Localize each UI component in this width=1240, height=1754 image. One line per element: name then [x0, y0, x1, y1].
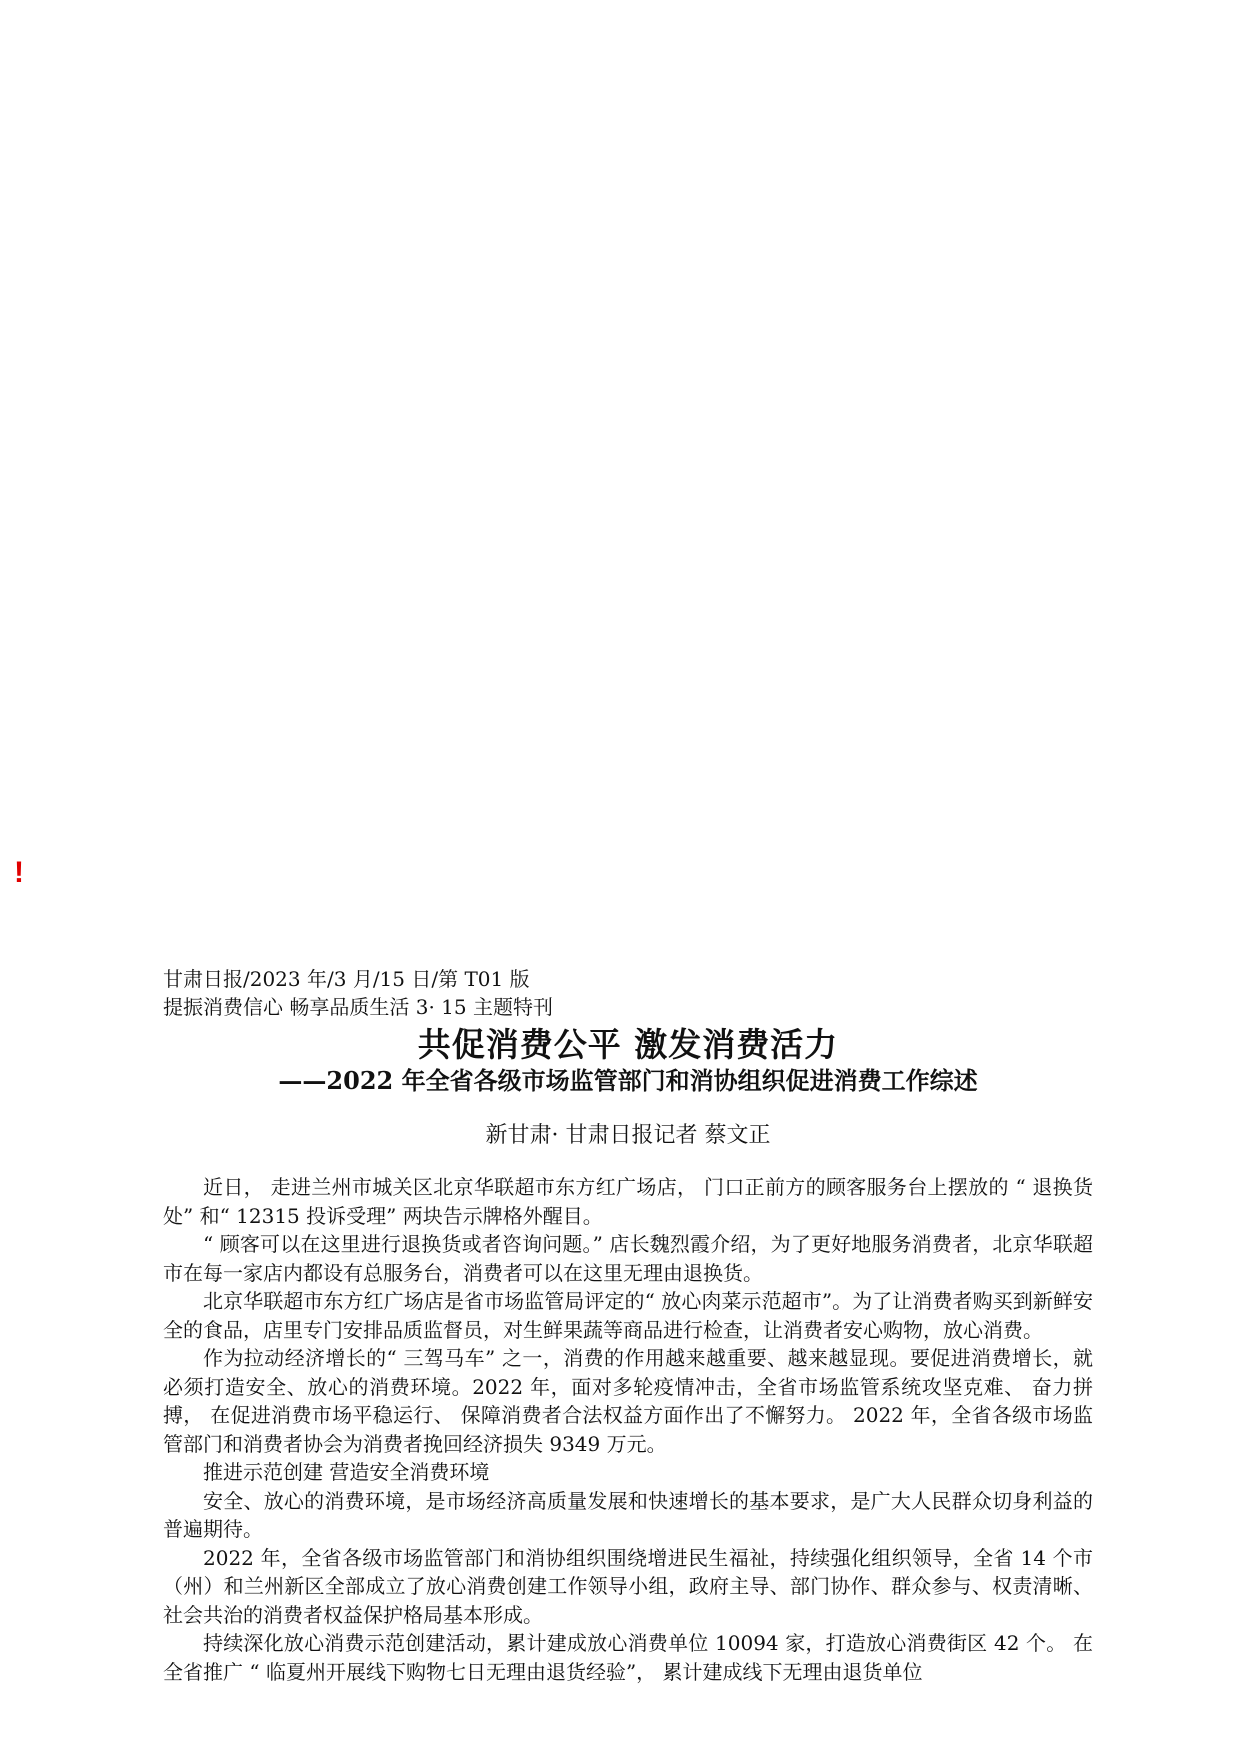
section-heading: 推进示范创建 营造安全消费环境 — [203, 1460, 490, 1484]
article-paragraph: 2022 年，全省各级市场监管部门和消协组织围绕增进民生福祉，持续强化组织领导，全省 14 个市（州）和兰州新区全部成立了放心消费创建工作领导小组，政府主导、部门协作、群众参与、权责清晰、社会共治的消费者权益保护格局基本形成。 — [163, 1545, 1093, 1627]
article-paragraph: 作为拉动经济增长的“ 三驾马车” 之一，消费的作用越来越重要、越来越显现。要促进消费增长，就必须打造安全、放心的消费环境。2022 年，面对多轮疫情冲击，全省市场监管系统攻坚克难、 奋力拼搏， 在促进消费市场平稳运行、 保障消费者合法权益方面作出了不懈努力。 2022 年，全省各级市场监管部门和消费者协会为消费者挽回经济损失 9349 万元。 — [163, 1346, 1093, 1456]
article-page — [163, 965, 1093, 1686]
article-subtitle: ——2022 年全省各级市场监管部门和消协组织促进消费工作综述 — [278, 1066, 978, 1095]
article-title: 共促消费公平 激发消费活力 — [417, 1025, 839, 1064]
article-paragraph: 北京华联超市东方红广场店是省市场监管局评定的“ 放心肉菜示范超市”。为了让消费者购买到新鲜安全的食品，店里专门安排品质监督员，对生鲜果蔬等商品进行检查，让消费者安心购物，放心消费。 — [163, 1289, 1093, 1342]
article-paragraph: 近日， 走进兰州市城关区北京华联超市东方红广场店， 门口正前方的顾客服务台上摆放的 “ 退换货处” 和“ 12315 投诉受理” 两块告示牌格外醒目。 — [163, 1175, 1093, 1228]
article-paragraph: 持续深化放心消费示范创建活动，累计建成放心消费单位 10094 家，打造放心消费街区 42 个。 在全省推广 “ 临夏州开展线下购物七日无理由退货经验”， 累计建成线下无理由退货单位 — [163, 1631, 1093, 1684]
dateline: 甘肃日报/2023 年/3 月/15 日/第 T01 版 — [163, 967, 530, 991]
article-byline: 新甘肃· 甘肃日报记者 蔡文正 — [485, 1123, 771, 1148]
article-paragraph: 安全、放心的消费环境，是市场经济高质量发展和快速增长的基本要求，是广大人民群众切身利益的普遍期待。 — [163, 1488, 1093, 1541]
red-exclamation-mark: ! — [14, 856, 24, 889]
column-title: 提振消费信心 畅享品质生活 3· 15 主题特刊 — [163, 995, 553, 1019]
article-paragraph: “ 顾客可以在这里进行退换货或者咨询问题。” 店长魏烈霞介绍，为了更好地服务消费者，北京华联超市在每一家店内都设有总服务台，消费者可以在这里无理由退换货。 — [163, 1232, 1093, 1285]
